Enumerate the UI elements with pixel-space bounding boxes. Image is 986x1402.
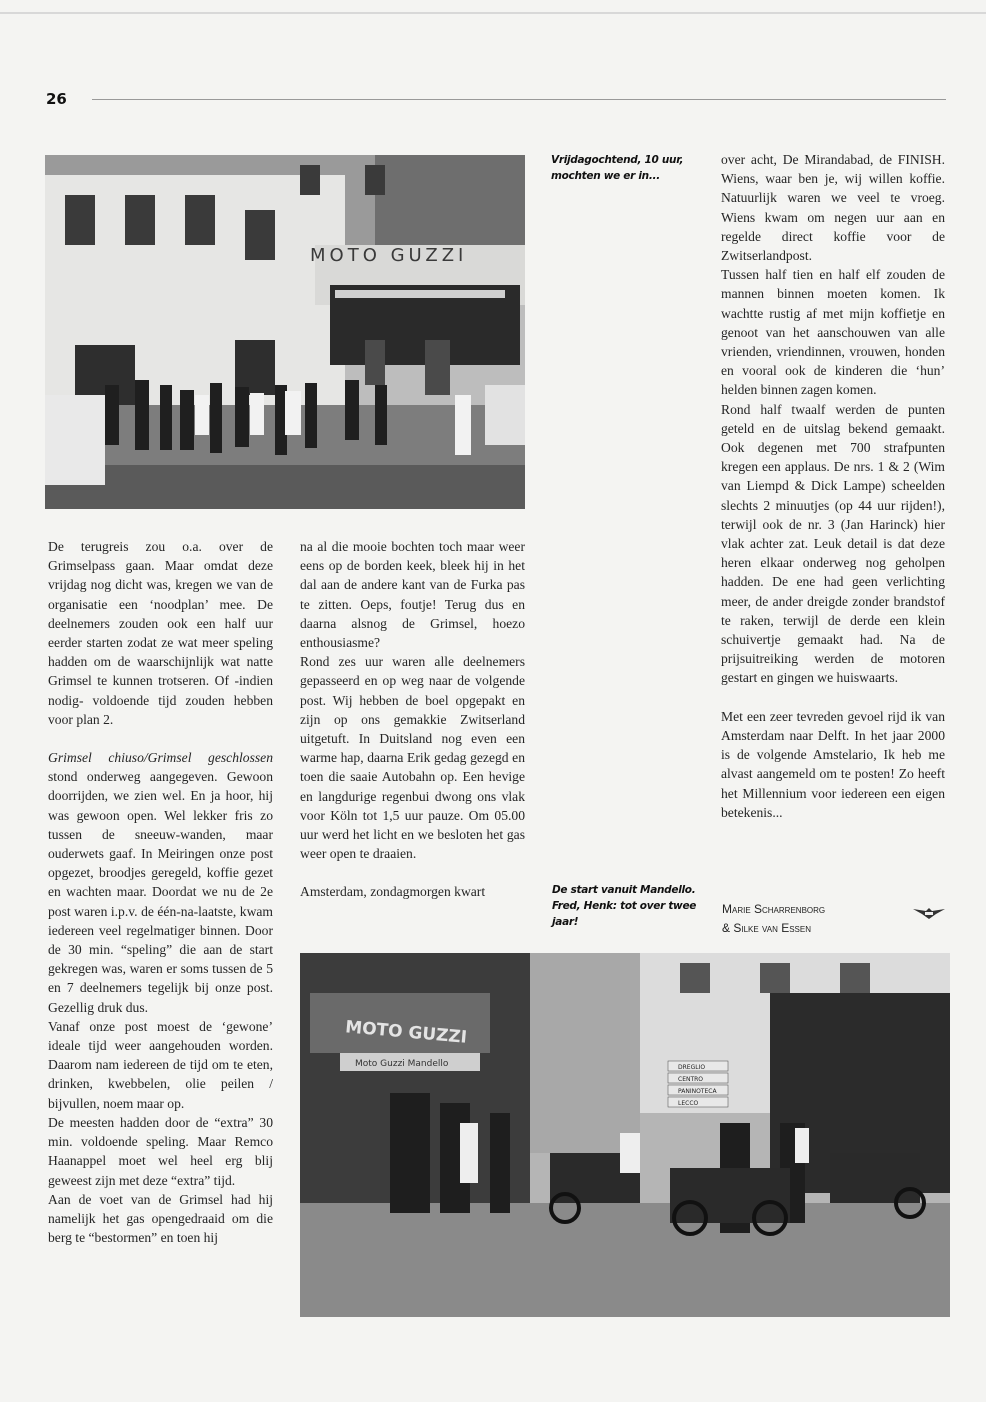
caption-line: De start vanuit Mandello. [552, 884, 696, 896]
header-rule [92, 99, 946, 100]
caption-line: jaar! [552, 916, 579, 928]
caption-line: mochten we er in... [551, 170, 660, 182]
paragraph [48, 748, 273, 1017]
author-credit [722, 900, 825, 938]
paragraph: Vanaf onze post moest de ‘gewone’ ideale tijd weer aangehouden worden. Daarom nam iedereen de tijd om te eten, drinken, kwebbelen, olie peilen / bijvullen, noem maar op. [48, 1018, 273, 1111]
paragraph: De meesten hadden door de “extra” 30 min. voldoende speling. Maar Remco Haanappel moet wel heel erg blij geweest zijn met deze “extra” tijd. [48, 1114, 273, 1188]
svg-text:CENTRO: CENTRO [678, 1076, 704, 1083]
caption-bottom [552, 882, 696, 930]
svg-text:PANINOTECA: PANINOTECA [678, 1088, 717, 1095]
paragraph: Aan de voet van de Grimsel had hij namelijk het gas opengedraaid om die berg te “bestormen” en toen hij [48, 1191, 273, 1246]
paragraph: Met een zeer tevreden gevoel rijd ik van Amsterdam naar Delft. In het jaar 2000 is de volgende Amstelario, Ik heb me alvast aangemeld om te posten! Zo heeft het Millennium voor iedereen een eigen betekenis... [721, 708, 945, 820]
paragraph: Tussen half tien en half elf zouden de mannen binnen moeten komen. Ik wachtte rustig af met mijn koffietje en genoot van het aanschouwen van alle vrienden, vriendinnen, vrouwen, honden en vooral ook de kinderen die ‘hun’ helden binnen zagen komen. [721, 267, 945, 398]
paragraph: Rond zes uur waren alle deelnemers gepasseerd en op weg naar de volgende post. Wij hebben de boel opgepakt en zijn op ons gemakkie Zwitserland uitgetuft. In Duitsland nog even een warme hap, daarna Erik gedag gezegd en toen die saaie Autobahn op. Een hevige en langdurige regenbui dwong ons vlak voor Köln tot 1,5 uur pauze. Om 05.00 uur werd het licht en we besloten het gas weer open te draaien. [300, 654, 525, 862]
svg-text:LECCO: LECCO [678, 1100, 699, 1107]
svg-text:MOTO GUZZI: MOTO GUZZI [344, 1017, 468, 1048]
article-column-1 [48, 537, 273, 1247]
svg-text:MOTO GUZZI: MOTO GUZZI [310, 245, 468, 266]
caption-line: Fred, Henk: tot over twee [552, 900, 697, 912]
svg-text:Moto Guzzi Mandello: Moto Guzzi Mandello [355, 1059, 449, 1069]
author-line: Marie Scharrenborg [722, 902, 826, 916]
paragraph: Amsterdam, zondagmorgen kwart [300, 884, 486, 900]
italic-phrase: Grimsel chiuso/Grimsel geschlossen [48, 750, 273, 766]
paragraph-rest: stond onderweg aangegeven. Gewoon doorrijden, we zien wel. En ja hoor, hij was gewoon open. Wel lekker fris zo tussen de sneeuw-wanden, maar ouderwets gaaf. In Meiringen onze post opgezet, broodjes geregeld, koffie gezet en wachten maar. Doordat we nu de 2e post waren i.p.v. de één-na-laatste, kwam iedereen veel regelmatiger binnen. Door de 30 min. “speling” die aan de start gekregen was, waren er soms tussen de 5 en 7 deelnemers tegelijk bij onze post. Gezellig druk dus. [48, 769, 273, 1015]
paragraph: over acht, De Mirandabad, de FINISH. Wiens, waar ben je, wij willen koffie. Natuurlijk waren we veel te vroeg. Wiens kwam om negen uur aan en regelde direct koffie voor de Zwitserlandpost. [721, 152, 945, 264]
author-line: & Silke van Essen [722, 921, 811, 935]
article-column-2 [300, 537, 525, 902]
article-column-3 [721, 150, 945, 822]
paragraph: na al die mooie bochten toch maar weer eens op de borden keek, bleek hij in het dal aan de andere kant van de Furka pas te zitten. Oeps, foutje! Terug dus en daarna alsnog de Grimsel, hoezo enthousiasme? [300, 539, 525, 651]
svg-text:DREGLIO: DREGLIO [678, 1064, 706, 1071]
paragraph: De terugreis zou o.a. over de Grimselpass gaan. Maar omdat deze vrijdag nog dicht was, kregen we van de organisatie een ‘noodplan’ mee. De deelnemers zouden ook een half uur eerder starten zodat ze wat meer speling hadden om de waarschijnlijk wat natte Grimsel te kunnen trotseren. Of -indien nodig- voldoende tijd zouden hebben voor plan 2. [48, 539, 273, 727]
paragraph: Rond half twaalf werden de punten geteld en de uitslag bekend gemaakt. Ook degenen met 700 strafpunten kregen een applaus. De nrs. 1 & 2 (Wim van Liempd & Dick Lampe) scheelden slechts 2 minuutjes (op 44 uur rijden!), terwijl ook de nr. 3 (Jan Harinck) hier vlak achter zat. Leuk detail is dat deze heren elkaar onderweg nog geholpen hadden. De ene had geen verlichting meer, de ander dreigde zonder brandstof te raken, terwijl de derde een klein schuivertje gemaakt had. Na de prijsuitreiking werden de motoren gestart en gingen we huiswaarts. [721, 401, 945, 686]
eagle-emblem-icon [912, 906, 946, 920]
caption-line: Vrijdagochtend, 10 uur, [551, 154, 684, 166]
caption-top [551, 152, 683, 184]
photo-start-mandello [300, 953, 950, 1317]
photo-moto-guzzi-building [45, 155, 525, 509]
page-number: 26 [46, 90, 67, 108]
top-border [0, 12, 986, 14]
